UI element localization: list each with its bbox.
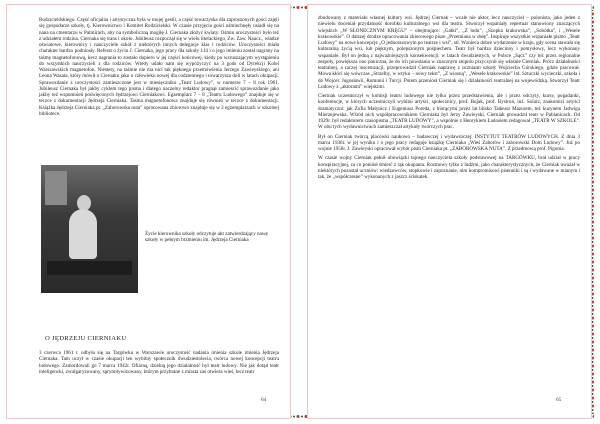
photo-caption: Życie kierownika szkoły odczytuje akt zatwierdzający nawę szkoły w pełnym brzmieniu im. Jędrzeja Cierniaka	[145, 231, 268, 244]
right-paragraph-3: Był on Cierniak twórcą placówki naukowo – badawczej i wydawniczej: INSTYTUT TEATRÓW LUDOWYCH. Z dnia 3 marca 1936r. w jej wyniku i o jego pracy redaguje książkę Cierniaka „Wieś Zaborów i zaborowski Dom Ludowy”. Już po wojnie 1956r. J. Zawieyski opracował wybór pism Cierniaka pt. „ZABOROWSKA NUTA”. Z przedmową prof. Pigonia.	[318, 133, 580, 152]
right-body-text	[318, 15, 580, 183]
left-page	[6, 4, 291, 419]
right-paragraph-4: W czasie wojny Cierniak pełnił obowiązki tajnego nauczyciela szkoły podstawowej na TARGÓWKU, brał udział w pracy konspiracyjnej, za co poniósł śmierć z rąk okupanta. Rozmowy tylko z ludźmi, jako charakterystycznych, że Cierniak uważał w niektórych pozostał uczniów: wiedzowców, stopkowie i zapoznanie, nim kompromisowi pisenniki i są i wydawane w mianym i tak, że „współczesne” wykonanych z jaszcz ściskatek.	[318, 155, 580, 180]
right-paragraph-1: zbudowany z materiału własnej kultury wsi. Jędrzej Ciernak – wcale nie aktor, lecz nauczyciel – polonista, jako jeden z niewielu doceniał przydatność dorobku kulturalnego wsi dla teatru. Stworzył wspaniały repertuar stanowiony znaczących wiejskich „W SŁONECZNYM KRĘGU” – obejmujące: „Gałki”, „Z ludu”, „Szopka krakowska”, „Sobótka”, i „Wesele krakowskie”. O dalszej drodze opracowania zbiorowego pisze „Przemiana w dołę”. Inspiruje wszystkie wspaniałe pismo „Teatr Ludowy” na nowe koncepcje „O jednorazowym po teatrze i wsi”, stl. Wznieca dobre wydarzenie w kraju, gdy scena stawała się kulturalną życią wsi, lub pięknym, polepszonym pośpiechem. Teatr był bardzo dziecinny i pomysłowy, lecz wykonany wspaniale. Był on jedną z najważniejszych konsekwencji: w latach dwudziestych, w Polsce „Sącz” czy też przez regionalne zespoły, powiększa ono paniczna, że do ich powstania w znacznym stopniu przyczynił się właśnie Cierniak. Prócz działalności teatralnej, a raczej inscenizacji, przeprowadził Cierniak naprawę z uczniami szkoły Wojciecha Górskiego, gdzie pracował. Mowa kłóci się wówczas „Strzelby, w wtyku – nowy tekst”, „Z wiosną”, „Wesele krakowskie” itd. Sztuczki wycieczki, szkoła i do Wojcer. Jugosławii, Rumunii i Turcji. Potem przeniósł Cierniak się i działalności teatralnej na wojewódzką. Stworzył Teatr Ludowy z „aktorami” wiejskimi.	[318, 15, 580, 90]
left-body-text	[39, 17, 279, 120]
right-paragraph-2: Cierniak uczestniczył w komisji teatru ludowego nie tylko przez przedstawienia, ale i przez odczyty, kursy, pogadanki, konferencje, w których uczestniczyli wybitni artyści, społecznicy, prof. Bujak, prof. Bystroń, inż. Solarz, znakomici artyści dramatyczni: jak Zofia Małynicz i Eugeniusz Poreda, z biorącymi przez lat blisko Tadeusz Mazurem, też kuzynem Jadwiga Mierzejewska. Wśród nich współpracownikiem Cierniaka był Jerzy Zawieyski. Cierniak prowadził teatr w Pabianicach. Od 1929r. był redaktorem czasopisma „TEATR LUDOWY”, a wspólnie z Henrykiem Ładosiem redagował „TEATR W SZKOLE”. W obu tych wydawnictwach zamieszczał artykuły twórczych prac.	[318, 93, 580, 131]
right-page	[307, 4, 592, 419]
page-number-left: 64	[261, 397, 267, 403]
section-heading: O JĘDRZEJU CIERNIAKU	[45, 335, 127, 342]
historical-photo	[41, 165, 138, 293]
page-number-right: 65	[556, 397, 562, 403]
left-paragraph-2: 3 czerwca 1961 r. odbyła się na Targówku w Warszawie uroczystość nadania imienia szkole imienia Jędrzeja Ciernaka. Tam uczył w czasie okupacji ten wybitny społecznik dwudziestolecia, twórca nowej koncepcji teatru ludowego. Zamordowali go 7 marca 1942r. Ofiarną, dzielną jego działalność był teatr ludowy. Nie jak dotąd teatr inteligencki, zwulgaryzowany, sprymitywizowany, którym przybrane z miasta zaś otwiera wieś, lecz teatr	[39, 350, 279, 375]
left-body-text-2	[39, 350, 279, 378]
left-paragraph-1: Rodzicieldskiego. Część oficjalna i artystyczna była w mojej gestii, a część towarzyska dla zaproszonych gości zajęli się gospodarze szkoły, tj. Kierownictwo i Komitet Rodzicielski. W czasie przyjęcia gości uśmiechnęły usiadł się na nana na cmentarzu w Palmirach, aby na symboliczną mogiłę J. Ciernaka złożyć kwiaty. Ośmiu uroczystości było też z udziałem rodzina. Ciernaka się trans i około. Jubileusz rozpoczął się w wielu literackiego, Zw. Zaw. Naucz., władze oświatowe, kierownicy i nauczyciele szkół z niektórych innych delegacje klas i rodziców. Uroczystości miała charakter bardzo podniosły. Referat o życiu J. Ciernaka, jego pracy dla szkoły 114 i o jego imieniu został nagrany na taśmę magnetofonową, kecz nagrania to zostało dopiero w jej części końcowej, kiedy po wzruszającym wystąpieniu do wszystkich nauczycieli z dla rodziców. Wtedy udało nam się wypożyczyć na 3 gods od Dyrekcji Kolei Warszawskich magnetofon. Niestety, na taśmie nie ma nici tak pięknego przemówienia Jerzego Zawieyskiego, ani Leona Wasata, który mówił o Ciernaku jako o człowieku nowej dla codziennego i towarzysza doli w latach okupacji. Sprawozdanie z uroczystości zamieszczone jest w miesięczniku „Teatr Ludowy”, w numerze 7 – 8 rok 1961. Jubileusz Ciernaka był jakby cyklem tego pisma i dlatego naczelny redaktor pragnął zamieścić sprawozdanie jako jakby też wspomnień poświęconych Jędrzejowi Cierniakowi. Egzemplarz 7 – 8 „Teatru Ludowego” znajduje się w teczce z dokumentacji Jędrzeja Cierniaka. Taśma magnetofonowa znajduje się również w teczce z dokumentacji. Książka Jędrzeja Cierniaka pt. „Zaborowska nuta” opracowana zbiorowo znajduje się w 2 egzemplarzach w szkolnej bibliotece.	[39, 17, 279, 117]
